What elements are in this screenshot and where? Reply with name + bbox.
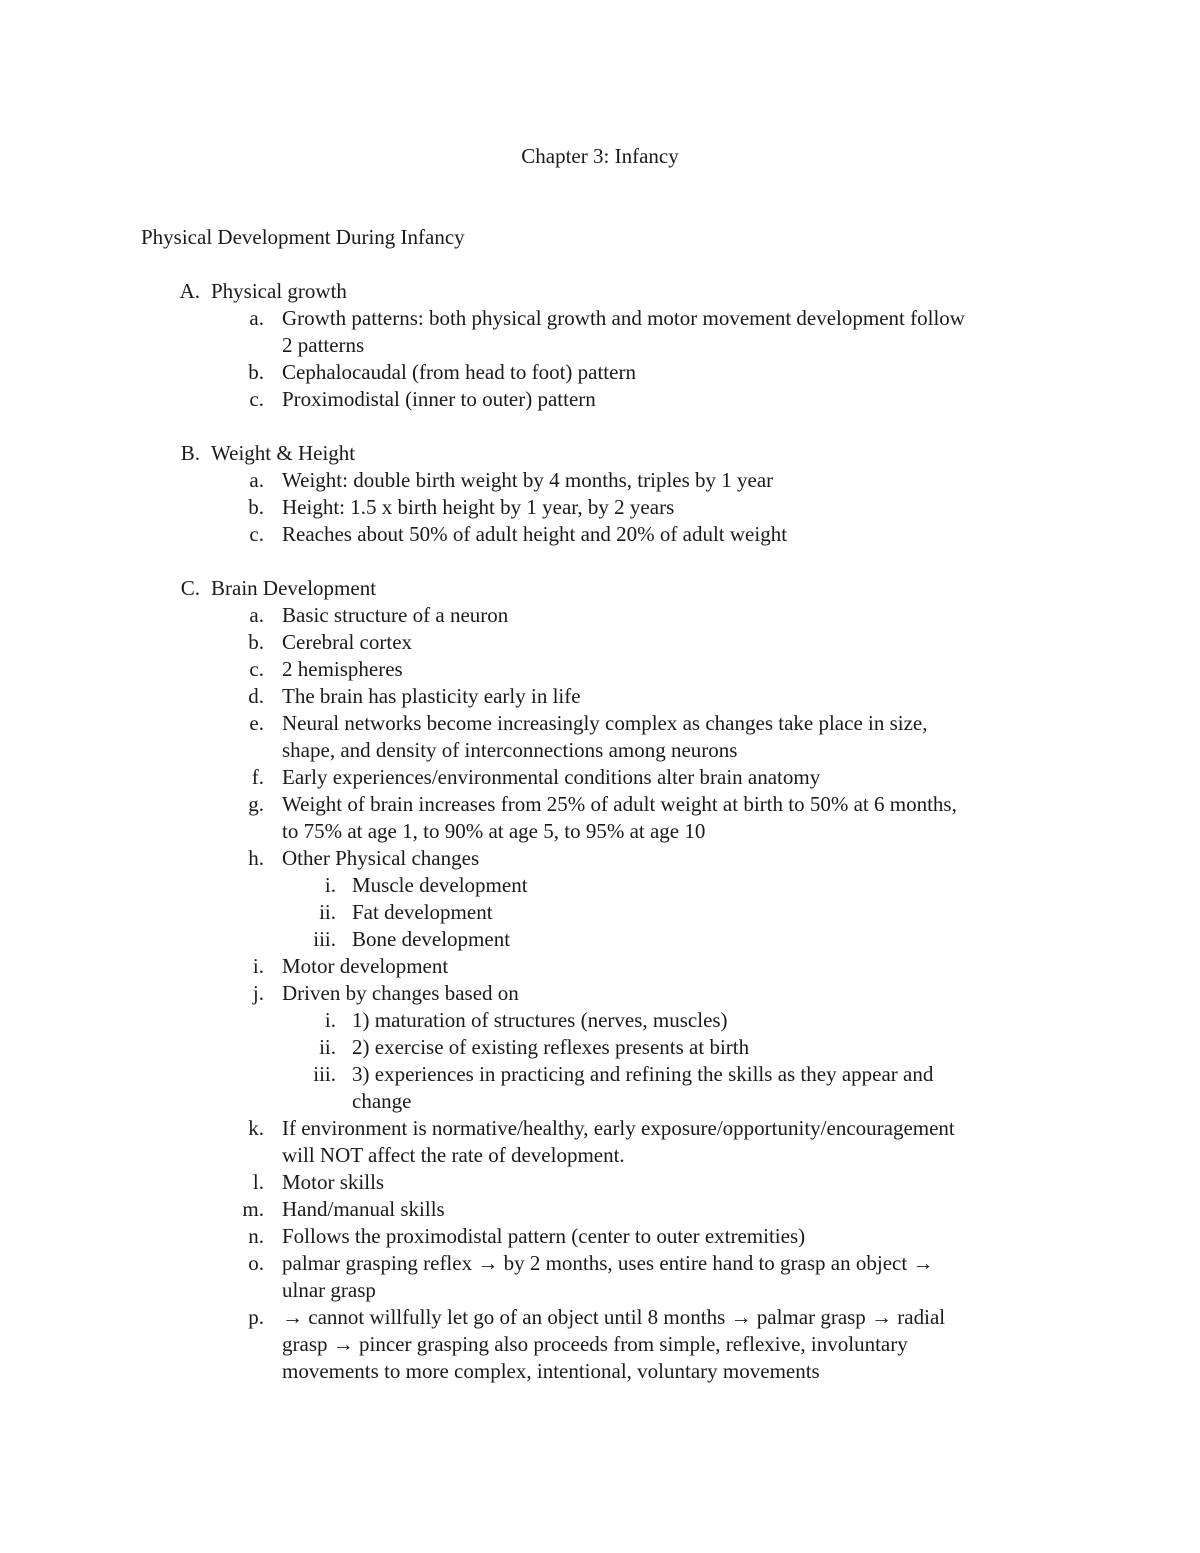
page-title: Chapter 3: Infancy bbox=[521, 144, 679, 168]
list-item-marker: m. bbox=[242, 1197, 264, 1221]
list-item-text: The brain has plasticity early in life bbox=[282, 684, 581, 708]
list-item-text: palmar grasping reflex → by 2 months, uses entire hand to grasp an object → bbox=[282, 1251, 934, 1275]
list-item-marker: c. bbox=[249, 657, 264, 681]
list-item-text: Other Physical changes bbox=[282, 846, 480, 870]
list-item-marker: g. bbox=[248, 792, 264, 816]
list-item-text: Height: 1.5 x birth height by 1 year, by 2 years bbox=[282, 495, 675, 519]
list-item-marker: b. bbox=[248, 495, 264, 519]
section-title: Physical growth bbox=[211, 279, 347, 303]
list-item-marker: e. bbox=[249, 711, 264, 735]
sub-item-text: Muscle development bbox=[352, 873, 528, 897]
sub-item-marker: iii. bbox=[313, 1062, 336, 1086]
list-item-marker: b. bbox=[248, 630, 264, 654]
sub-item-text: Bone development bbox=[352, 927, 511, 951]
list-item-marker: n. bbox=[248, 1224, 264, 1248]
list-item-text: 2 patterns bbox=[282, 333, 365, 357]
list-item-text: Motor development bbox=[282, 954, 449, 978]
list-item-marker: a. bbox=[249, 468, 264, 492]
list-item-marker: f. bbox=[251, 765, 264, 789]
section-title: Weight & Height bbox=[211, 441, 356, 465]
list-item-text: shape, and density of interconnections among neurons bbox=[282, 738, 738, 762]
list-item-text: Cephalocaudal (from head to foot) pattern bbox=[282, 360, 636, 384]
list-item-marker: p. bbox=[248, 1305, 264, 1329]
list-item-text: Basic structure of a neuron bbox=[282, 603, 509, 627]
list-item-text: → cannot willfully let go of an object until 8 months → palmar grasp → radial bbox=[282, 1305, 946, 1329]
list-item-marker: c. bbox=[249, 522, 264, 546]
list-item-marker: l. bbox=[252, 1170, 264, 1194]
sub-item-text: Fat development bbox=[352, 900, 493, 924]
list-item-text: grasp → pincer grasping also proceeds from simple, reflexive, involuntary bbox=[282, 1332, 908, 1356]
list-item-marker: o. bbox=[248, 1251, 264, 1275]
sub-item-marker: iii. bbox=[313, 927, 336, 951]
list-item-marker: j. bbox=[252, 981, 264, 1005]
list-item-text: Hand/manual skills bbox=[282, 1197, 445, 1221]
sub-item-text: 3) experiences in practicing and refining the skills as they appear and bbox=[352, 1062, 934, 1086]
sub-item-text: 2) exercise of existing reflexes presents at birth bbox=[352, 1035, 750, 1059]
list-item-text: Weight: double birth weight by 4 months, triples by 1 year bbox=[282, 468, 774, 492]
list-item-marker: a. bbox=[249, 603, 264, 627]
list-item-text: to 75% at age 1, to 90% at age 5, to 95% at age 10 bbox=[282, 819, 706, 843]
section-marker: B. bbox=[180, 441, 200, 465]
list-item-marker: b. bbox=[248, 360, 264, 384]
list-item-text: Growth patterns: both physical growth and motor movement development follow bbox=[282, 306, 965, 330]
section-marker: C. bbox=[180, 576, 200, 600]
section-marker: A. bbox=[179, 279, 200, 303]
list-item-text: Reaches about 50% of adult height and 20% of adult weight bbox=[282, 522, 788, 546]
section-title: Brain Development bbox=[211, 576, 377, 600]
list-item-text: If environment is normative/healthy, early exposure/opportunity/encouragement bbox=[282, 1116, 955, 1140]
list-item-text: ulnar grasp bbox=[282, 1278, 376, 1302]
list-item-text: 2 hemispheres bbox=[282, 657, 403, 681]
list-item-marker: i. bbox=[252, 954, 264, 978]
list-item-marker: a. bbox=[249, 306, 264, 330]
sub-item-marker: i. bbox=[324, 1008, 336, 1032]
list-item-text: Cerebral cortex bbox=[282, 630, 413, 654]
list-item-text: Neural networks become increasingly complex as changes take place in size, bbox=[282, 711, 928, 735]
section-heading: Physical Development During Infancy bbox=[141, 225, 465, 249]
sub-item-text: 1) maturation of structures (nerves, muscles) bbox=[352, 1008, 728, 1032]
list-item-text: Proximodistal (inner to outer) pattern bbox=[282, 387, 596, 411]
sub-item-marker: ii. bbox=[319, 1035, 336, 1059]
list-item-text: movements to more complex, intentional, voluntary movements bbox=[282, 1359, 820, 1383]
list-item-text: will NOT affect the rate of development. bbox=[282, 1143, 625, 1167]
sub-item-marker: i. bbox=[324, 873, 336, 897]
list-item-marker: k. bbox=[248, 1116, 264, 1140]
sub-item-text: change bbox=[352, 1089, 412, 1113]
sub-item-marker: ii. bbox=[319, 900, 336, 924]
list-item-text: Early experiences/environmental conditions alter brain anatomy bbox=[282, 765, 821, 789]
list-item-text: Motor skills bbox=[282, 1170, 385, 1194]
list-item-text: Weight of brain increases from 25% of adult weight at birth to 50% at 6 months, bbox=[282, 792, 957, 816]
list-item-text: Driven by changes based on bbox=[282, 981, 519, 1005]
list-item-marker: c. bbox=[249, 387, 264, 411]
list-item-marker: h. bbox=[248, 846, 264, 870]
list-item-marker: d. bbox=[248, 684, 264, 708]
list-item-text: Follows the proximodistal pattern (center to outer extremities) bbox=[282, 1224, 806, 1248]
